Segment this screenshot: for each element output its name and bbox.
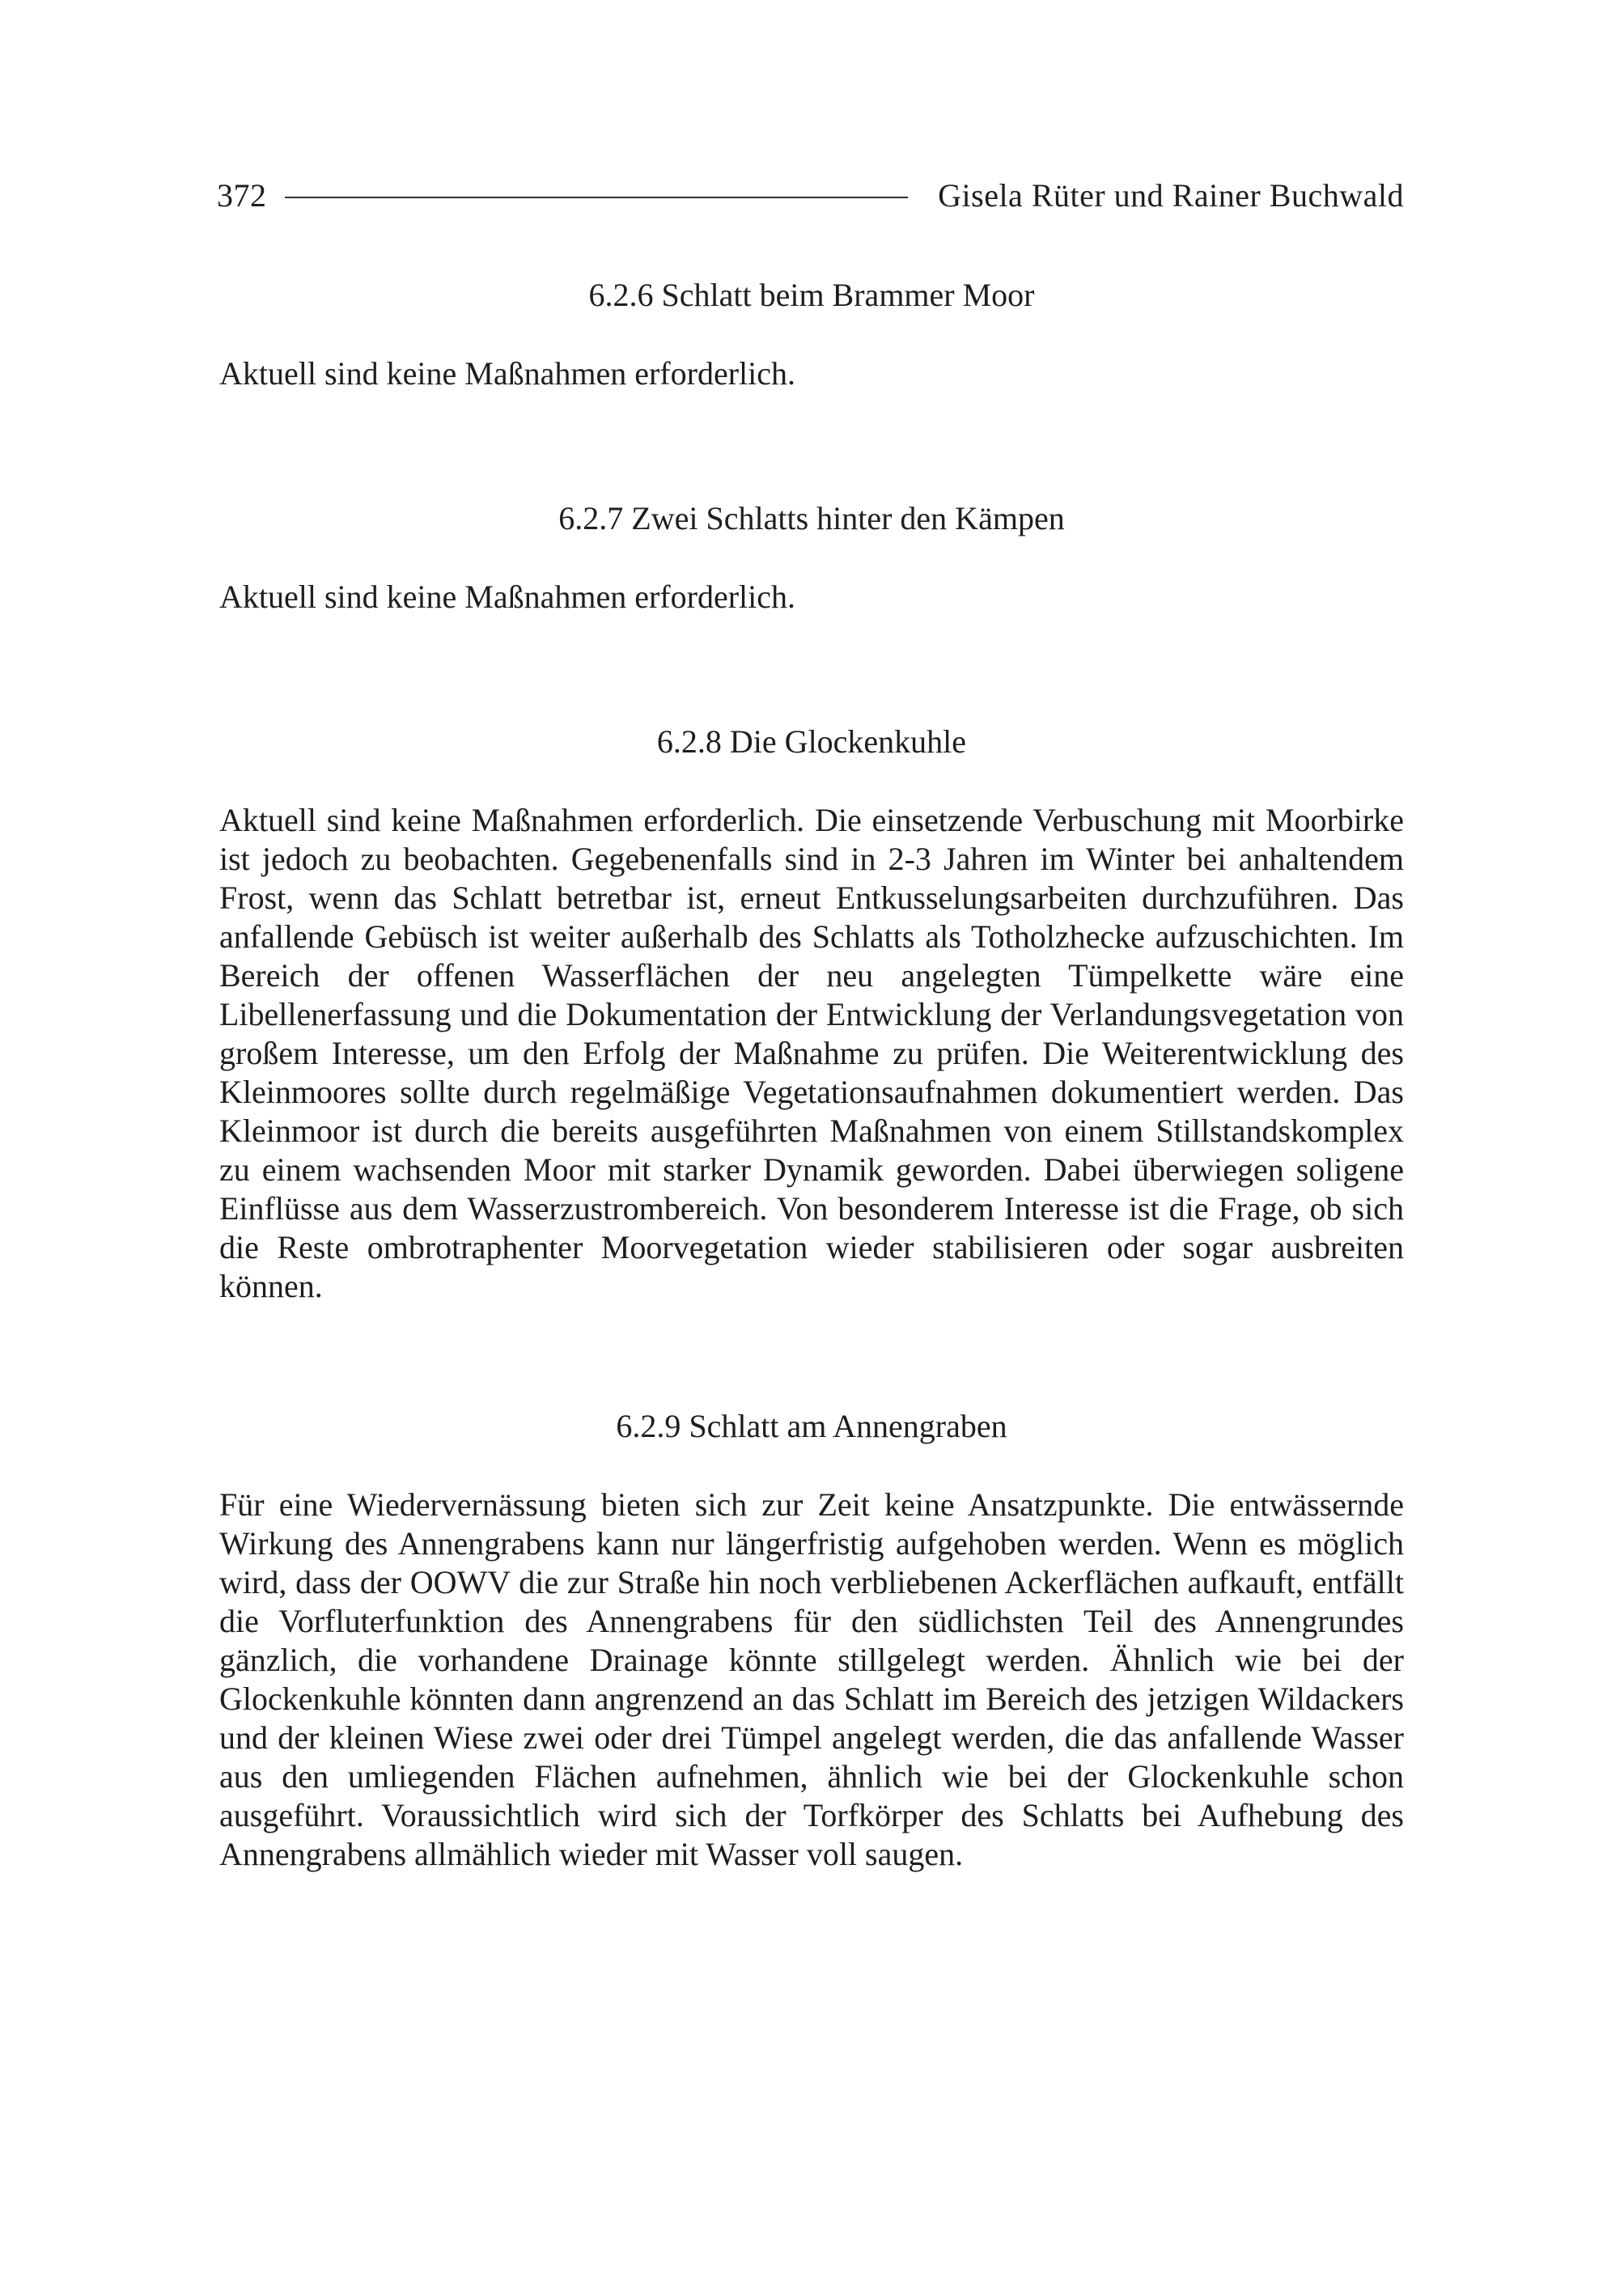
page-header xyxy=(217,172,1404,218)
section-text-6-2-8: Aktuell sind keine Maßnahmen erforderlich. Die einsetzende Verbuschung mit Moorbirke ist jedoch zu beobachten. Gegebenenfalls sind in 2-3 Jahren im Winter bei anhaltendem Frost, wenn das Schlatt betretbar ist, erneut Entkusselungsarbeiten durchzuführen. Das anfallende Gebüsch ist weiter außerhalb des Schlatts als Totholzhecke aufzuschichten. Im Bereich der offenen Wasserflächen der neu angelegten Tümpelkette wäre eine Libellenerfassung und die Dokumentation der Entwicklung der Verlandungsvegetation von großem Interesse, um den Erfolg der Maßnahme zu prüfen. Die Weiterentwicklung des Kleinmoores sollte durch regelmäßige Vegetationsaufnahmen dokumentiert werden. Das Kleinmoor ist durch die bereits ausgeführten Maßnahmen von einem Stillstandskomplex zu einem wachsenden Moor mit starker Dynamik geworden. Dabei überwiegen soligene Einflüsse aus dem Wasserzustrombereich. Von besonderem Interesse ist die Frage, ob sich die Reste ombrotraphenter Moorvegetation wieder stabilisieren oder sogar ausbreiten können. xyxy=(219,802,1404,1304)
section-heading-6-2-9: 6.2.9 Schlatt am Annengraben xyxy=(616,1408,1007,1444)
section-text-6-2-7: Aktuell sind keine Maßnahmen erforderlich. xyxy=(219,579,795,615)
section-heading-6-2-7: 6.2.7 Zwei Schlatts hinter den Kämpen xyxy=(558,500,1065,536)
page-number: 372 xyxy=(217,176,267,214)
section-text-6-2-9: Für eine Wiedervernässung bieten sich zur Zeit keine Ansatzpunkte. Die entwässernde Wirkung des Annengrabens kann nur längerfristig aufgehoben werden. Wenn es möglich wird, dass der OOWV die zur Straße hin noch verbliebenen Ackerflächen aufkauft, entfällt die Vorfluterfunktion des Annengrabens für den südlichsten Teil des Annengrundes gänzlich, die vorhandene Drainage könnte stillgelegt werden. Ähnlich wie bei der Glockenkuhle könnten dann angrenzend an das Schlatt im Bereich des jetzigen Wildackers und der kleinen Wiese zwei oder drei Tümpel angelegt werden, die das anfallende Wasser aus den umliegenden Flächen aufnehmen, ähnlich wie bei der Glockenkuhle schon ausgeführt. Voraussichtlich wird sich der Torfkörper des Schlatts bei Aufhebung des Annengrabens allmählich wieder mit Wasser voll saugen. xyxy=(219,1486,1404,1872)
page-body xyxy=(219,275,1404,1874)
section-heading-6-2-8: 6.2.8 Die Glockenkuhle xyxy=(656,723,967,760)
header-rule xyxy=(285,197,908,198)
section-heading-6-2-6: 6.2.6 Schlatt beim Brammer Moor xyxy=(588,277,1035,313)
section-text-6-2-6: Aktuell sind keine Maßnahmen erforderlich. xyxy=(219,355,795,392)
running-head: Gisela Rüter und Rainer Buchwald xyxy=(938,176,1404,214)
